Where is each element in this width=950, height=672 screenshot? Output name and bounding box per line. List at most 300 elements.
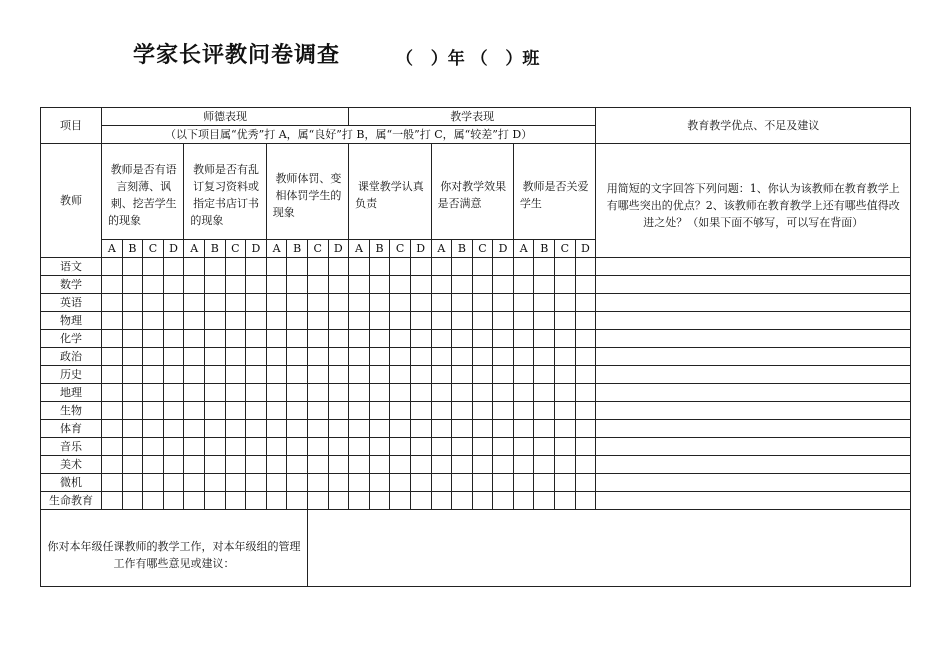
rating-cell[interactable] [575, 456, 596, 474]
bottom-answer-cell[interactable] [307, 510, 910, 587]
rating-cell[interactable] [369, 276, 390, 294]
rating-cell[interactable] [575, 492, 596, 510]
rating-cell[interactable] [328, 312, 349, 330]
rating-cell[interactable] [266, 492, 287, 510]
rating-cell[interactable] [390, 330, 411, 348]
rating-cell[interactable] [122, 384, 143, 402]
rating-cell[interactable] [143, 384, 164, 402]
rating-cell[interactable] [349, 258, 370, 276]
rating-cell[interactable] [225, 312, 246, 330]
rating-cell[interactable] [431, 456, 452, 474]
rating-cell[interactable] [431, 384, 452, 402]
rating-cell[interactable] [246, 402, 267, 420]
rating-cell[interactable] [307, 384, 328, 402]
rating-cell[interactable] [184, 438, 205, 456]
rating-cell[interactable] [163, 402, 184, 420]
rating-cell[interactable] [410, 456, 431, 474]
advice-cell[interactable] [596, 330, 911, 348]
rating-cell[interactable] [555, 474, 576, 492]
advice-cell[interactable] [596, 402, 911, 420]
rating-cell[interactable] [493, 420, 514, 438]
rating-cell[interactable] [225, 276, 246, 294]
rating-cell[interactable] [410, 384, 431, 402]
rating-cell[interactable] [555, 456, 576, 474]
rating-cell[interactable] [575, 384, 596, 402]
rating-cell[interactable] [534, 492, 555, 510]
rating-cell[interactable] [287, 438, 308, 456]
rating-cell[interactable] [184, 420, 205, 438]
rating-cell[interactable] [534, 276, 555, 294]
rating-cell[interactable] [225, 294, 246, 312]
rating-cell[interactable] [266, 258, 287, 276]
rating-cell[interactable] [266, 384, 287, 402]
rating-cell[interactable] [452, 330, 473, 348]
rating-cell[interactable] [410, 348, 431, 366]
rating-cell[interactable] [204, 438, 225, 456]
rating-cell[interactable] [369, 366, 390, 384]
rating-cell[interactable] [390, 294, 411, 312]
rating-cell[interactable] [307, 294, 328, 312]
rating-cell[interactable] [328, 474, 349, 492]
rating-cell[interactable] [184, 258, 205, 276]
rating-cell[interactable] [472, 384, 493, 402]
rating-cell[interactable] [307, 276, 328, 294]
advice-cell[interactable] [596, 348, 911, 366]
rating-cell[interactable] [307, 366, 328, 384]
rating-cell[interactable] [184, 384, 205, 402]
rating-cell[interactable] [513, 438, 534, 456]
rating-cell[interactable] [555, 420, 576, 438]
rating-cell[interactable] [246, 456, 267, 474]
rating-cell[interactable] [184, 474, 205, 492]
rating-cell[interactable] [513, 492, 534, 510]
rating-cell[interactable] [328, 294, 349, 312]
rating-cell[interactable] [328, 366, 349, 384]
rating-cell[interactable] [163, 438, 184, 456]
rating-cell[interactable] [102, 492, 123, 510]
rating-cell[interactable] [575, 276, 596, 294]
rating-cell[interactable] [102, 456, 123, 474]
rating-cell[interactable] [369, 258, 390, 276]
rating-cell[interactable] [431, 438, 452, 456]
rating-cell[interactable] [534, 294, 555, 312]
rating-cell[interactable] [143, 348, 164, 366]
rating-cell[interactable] [493, 438, 514, 456]
rating-cell[interactable] [184, 366, 205, 384]
rating-cell[interactable] [102, 438, 123, 456]
rating-cell[interactable] [225, 330, 246, 348]
rating-cell[interactable] [122, 276, 143, 294]
rating-cell[interactable] [472, 438, 493, 456]
rating-cell[interactable] [452, 348, 473, 366]
rating-cell[interactable] [246, 330, 267, 348]
rating-cell[interactable] [472, 474, 493, 492]
rating-cell[interactable] [390, 474, 411, 492]
rating-cell[interactable] [431, 276, 452, 294]
rating-cell[interactable] [452, 438, 473, 456]
rating-cell[interactable] [349, 402, 370, 420]
rating-cell[interactable] [163, 330, 184, 348]
rating-cell[interactable] [102, 312, 123, 330]
rating-cell[interactable] [122, 492, 143, 510]
rating-cell[interactable] [102, 384, 123, 402]
rating-cell[interactable] [287, 366, 308, 384]
rating-cell[interactable] [287, 474, 308, 492]
rating-cell[interactable] [452, 366, 473, 384]
rating-cell[interactable] [472, 276, 493, 294]
rating-cell[interactable] [266, 402, 287, 420]
rating-cell[interactable] [204, 402, 225, 420]
rating-cell[interactable] [102, 330, 123, 348]
rating-cell[interactable] [328, 330, 349, 348]
advice-cell[interactable] [596, 474, 911, 492]
rating-cell[interactable] [287, 402, 308, 420]
rating-cell[interactable] [555, 258, 576, 276]
rating-cell[interactable] [287, 312, 308, 330]
rating-cell[interactable] [513, 384, 534, 402]
rating-cell[interactable] [431, 294, 452, 312]
rating-cell[interactable] [452, 456, 473, 474]
rating-cell[interactable] [493, 294, 514, 312]
rating-cell[interactable] [349, 438, 370, 456]
rating-cell[interactable] [287, 384, 308, 402]
rating-cell[interactable] [328, 276, 349, 294]
rating-cell[interactable] [369, 312, 390, 330]
rating-cell[interactable] [287, 420, 308, 438]
rating-cell[interactable] [225, 402, 246, 420]
rating-cell[interactable] [122, 312, 143, 330]
rating-cell[interactable] [287, 492, 308, 510]
rating-cell[interactable] [163, 276, 184, 294]
rating-cell[interactable] [349, 330, 370, 348]
rating-cell[interactable] [349, 276, 370, 294]
rating-cell[interactable] [328, 456, 349, 474]
rating-cell[interactable] [328, 420, 349, 438]
rating-cell[interactable] [534, 384, 555, 402]
rating-cell[interactable] [390, 420, 411, 438]
rating-cell[interactable] [472, 456, 493, 474]
rating-cell[interactable] [410, 438, 431, 456]
rating-cell[interactable] [266, 312, 287, 330]
rating-cell[interactable] [534, 330, 555, 348]
rating-cell[interactable] [472, 330, 493, 348]
rating-cell[interactable] [204, 258, 225, 276]
rating-cell[interactable] [555, 438, 576, 456]
rating-cell[interactable] [266, 276, 287, 294]
rating-cell[interactable] [534, 348, 555, 366]
rating-cell[interactable] [452, 474, 473, 492]
advice-cell[interactable] [596, 276, 911, 294]
rating-cell[interactable] [555, 366, 576, 384]
rating-cell[interactable] [369, 330, 390, 348]
rating-cell[interactable] [575, 474, 596, 492]
rating-cell[interactable] [307, 402, 328, 420]
rating-cell[interactable] [122, 402, 143, 420]
rating-cell[interactable] [410, 330, 431, 348]
rating-cell[interactable] [102, 294, 123, 312]
rating-cell[interactable] [143, 366, 164, 384]
rating-cell[interactable] [555, 312, 576, 330]
rating-cell[interactable] [225, 456, 246, 474]
rating-cell[interactable] [184, 276, 205, 294]
rating-cell[interactable] [204, 420, 225, 438]
rating-cell[interactable] [328, 348, 349, 366]
rating-cell[interactable] [328, 258, 349, 276]
rating-cell[interactable] [452, 294, 473, 312]
rating-cell[interactable] [246, 438, 267, 456]
rating-cell[interactable] [410, 276, 431, 294]
rating-cell[interactable] [184, 402, 205, 420]
rating-cell[interactable] [246, 312, 267, 330]
rating-cell[interactable] [266, 366, 287, 384]
rating-cell[interactable] [575, 402, 596, 420]
rating-cell[interactable] [575, 366, 596, 384]
rating-cell[interactable] [493, 366, 514, 384]
rating-cell[interactable] [102, 258, 123, 276]
rating-cell[interactable] [246, 276, 267, 294]
rating-cell[interactable] [122, 330, 143, 348]
rating-cell[interactable] [204, 456, 225, 474]
rating-cell[interactable] [369, 492, 390, 510]
rating-cell[interactable] [513, 276, 534, 294]
rating-cell[interactable] [431, 402, 452, 420]
rating-cell[interactable] [390, 492, 411, 510]
rating-cell[interactable] [287, 348, 308, 366]
rating-cell[interactable] [575, 258, 596, 276]
rating-cell[interactable] [575, 294, 596, 312]
advice-cell[interactable] [596, 456, 911, 474]
rating-cell[interactable] [493, 258, 514, 276]
advice-cell[interactable] [596, 438, 911, 456]
rating-cell[interactable] [410, 474, 431, 492]
rating-cell[interactable] [493, 330, 514, 348]
rating-cell[interactable] [266, 330, 287, 348]
rating-cell[interactable] [513, 348, 534, 366]
rating-cell[interactable] [204, 348, 225, 366]
rating-cell[interactable] [163, 474, 184, 492]
rating-cell[interactable] [513, 366, 534, 384]
rating-cell[interactable] [143, 312, 164, 330]
rating-cell[interactable] [410, 366, 431, 384]
rating-cell[interactable] [307, 312, 328, 330]
rating-cell[interactable] [493, 492, 514, 510]
rating-cell[interactable] [493, 474, 514, 492]
rating-cell[interactable] [225, 366, 246, 384]
rating-cell[interactable] [246, 492, 267, 510]
advice-cell[interactable] [596, 366, 911, 384]
advice-cell[interactable] [596, 384, 911, 402]
rating-cell[interactable] [493, 348, 514, 366]
rating-cell[interactable] [204, 276, 225, 294]
rating-cell[interactable] [328, 384, 349, 402]
rating-cell[interactable] [472, 294, 493, 312]
rating-cell[interactable] [307, 474, 328, 492]
rating-cell[interactable] [555, 276, 576, 294]
rating-cell[interactable] [410, 492, 431, 510]
rating-cell[interactable] [184, 456, 205, 474]
rating-cell[interactable] [184, 348, 205, 366]
rating-cell[interactable] [287, 330, 308, 348]
rating-cell[interactable] [328, 402, 349, 420]
rating-cell[interactable] [143, 276, 164, 294]
rating-cell[interactable] [266, 438, 287, 456]
rating-cell[interactable] [102, 402, 123, 420]
rating-cell[interactable] [328, 438, 349, 456]
rating-cell[interactable] [246, 384, 267, 402]
rating-cell[interactable] [143, 294, 164, 312]
rating-cell[interactable] [143, 438, 164, 456]
rating-cell[interactable] [369, 438, 390, 456]
rating-cell[interactable] [225, 492, 246, 510]
rating-cell[interactable] [102, 420, 123, 438]
rating-cell[interactable] [431, 366, 452, 384]
rating-cell[interactable] [575, 420, 596, 438]
rating-cell[interactable] [287, 258, 308, 276]
rating-cell[interactable] [225, 438, 246, 456]
rating-cell[interactable] [431, 420, 452, 438]
rating-cell[interactable] [204, 330, 225, 348]
rating-cell[interactable] [369, 402, 390, 420]
rating-cell[interactable] [555, 402, 576, 420]
rating-cell[interactable] [122, 258, 143, 276]
rating-cell[interactable] [452, 312, 473, 330]
rating-cell[interactable] [349, 420, 370, 438]
rating-cell[interactable] [266, 348, 287, 366]
rating-cell[interactable] [122, 456, 143, 474]
rating-cell[interactable] [143, 456, 164, 474]
rating-cell[interactable] [493, 384, 514, 402]
rating-cell[interactable] [328, 492, 349, 510]
rating-cell[interactable] [349, 294, 370, 312]
rating-cell[interactable] [266, 456, 287, 474]
rating-cell[interactable] [122, 366, 143, 384]
rating-cell[interactable] [143, 402, 164, 420]
rating-cell[interactable] [184, 312, 205, 330]
rating-cell[interactable] [184, 294, 205, 312]
rating-cell[interactable] [246, 366, 267, 384]
rating-cell[interactable] [390, 312, 411, 330]
rating-cell[interactable] [266, 474, 287, 492]
rating-cell[interactable] [163, 492, 184, 510]
rating-cell[interactable] [390, 402, 411, 420]
rating-cell[interactable] [204, 294, 225, 312]
rating-cell[interactable] [472, 420, 493, 438]
rating-cell[interactable] [102, 276, 123, 294]
rating-cell[interactable] [266, 294, 287, 312]
rating-cell[interactable] [349, 492, 370, 510]
rating-cell[interactable] [349, 456, 370, 474]
rating-cell[interactable] [513, 456, 534, 474]
rating-cell[interactable] [369, 294, 390, 312]
rating-cell[interactable] [452, 384, 473, 402]
rating-cell[interactable] [390, 276, 411, 294]
rating-cell[interactable] [349, 384, 370, 402]
rating-cell[interactable] [513, 420, 534, 438]
rating-cell[interactable] [287, 456, 308, 474]
rating-cell[interactable] [143, 492, 164, 510]
rating-cell[interactable] [534, 474, 555, 492]
rating-cell[interactable] [410, 258, 431, 276]
rating-cell[interactable] [184, 492, 205, 510]
rating-cell[interactable] [493, 456, 514, 474]
advice-cell[interactable] [596, 294, 911, 312]
rating-cell[interactable] [143, 258, 164, 276]
rating-cell[interactable] [493, 276, 514, 294]
rating-cell[interactable] [122, 348, 143, 366]
rating-cell[interactable] [452, 258, 473, 276]
rating-cell[interactable] [555, 384, 576, 402]
rating-cell[interactable] [431, 348, 452, 366]
rating-cell[interactable] [452, 420, 473, 438]
rating-cell[interactable] [410, 312, 431, 330]
rating-cell[interactable] [246, 294, 267, 312]
rating-cell[interactable] [266, 420, 287, 438]
rating-cell[interactable] [431, 474, 452, 492]
rating-cell[interactable] [349, 474, 370, 492]
rating-cell[interactable] [513, 474, 534, 492]
rating-cell[interactable] [122, 420, 143, 438]
rating-cell[interactable] [472, 258, 493, 276]
rating-cell[interactable] [163, 366, 184, 384]
rating-cell[interactable] [204, 366, 225, 384]
advice-cell[interactable] [596, 492, 911, 510]
rating-cell[interactable] [493, 312, 514, 330]
rating-cell[interactable] [369, 456, 390, 474]
rating-cell[interactable] [410, 402, 431, 420]
rating-cell[interactable] [122, 438, 143, 456]
rating-cell[interactable] [246, 348, 267, 366]
rating-cell[interactable] [513, 294, 534, 312]
rating-cell[interactable] [575, 312, 596, 330]
rating-cell[interactable] [534, 438, 555, 456]
rating-cell[interactable] [184, 330, 205, 348]
rating-cell[interactable] [163, 258, 184, 276]
rating-cell[interactable] [472, 348, 493, 366]
rating-cell[interactable] [307, 438, 328, 456]
rating-cell[interactable] [575, 348, 596, 366]
rating-cell[interactable] [102, 474, 123, 492]
rating-cell[interactable] [307, 420, 328, 438]
rating-cell[interactable] [287, 294, 308, 312]
rating-cell[interactable] [534, 420, 555, 438]
rating-cell[interactable] [431, 258, 452, 276]
rating-cell[interactable] [122, 474, 143, 492]
rating-cell[interactable] [472, 402, 493, 420]
rating-cell[interactable] [369, 384, 390, 402]
rating-cell[interactable] [307, 330, 328, 348]
rating-cell[interactable] [390, 384, 411, 402]
rating-cell[interactable] [307, 258, 328, 276]
rating-cell[interactable] [225, 384, 246, 402]
advice-cell[interactable] [596, 312, 911, 330]
rating-cell[interactable] [225, 420, 246, 438]
rating-cell[interactable] [452, 402, 473, 420]
rating-cell[interactable] [349, 366, 370, 384]
rating-cell[interactable] [390, 258, 411, 276]
advice-cell[interactable] [596, 258, 911, 276]
rating-cell[interactable] [513, 330, 534, 348]
rating-cell[interactable] [534, 366, 555, 384]
rating-cell[interactable] [204, 474, 225, 492]
rating-cell[interactable] [472, 492, 493, 510]
rating-cell[interactable] [225, 258, 246, 276]
rating-cell[interactable] [390, 456, 411, 474]
rating-cell[interactable] [431, 492, 452, 510]
rating-cell[interactable] [204, 492, 225, 510]
rating-cell[interactable] [452, 276, 473, 294]
rating-cell[interactable] [122, 294, 143, 312]
rating-cell[interactable] [246, 258, 267, 276]
